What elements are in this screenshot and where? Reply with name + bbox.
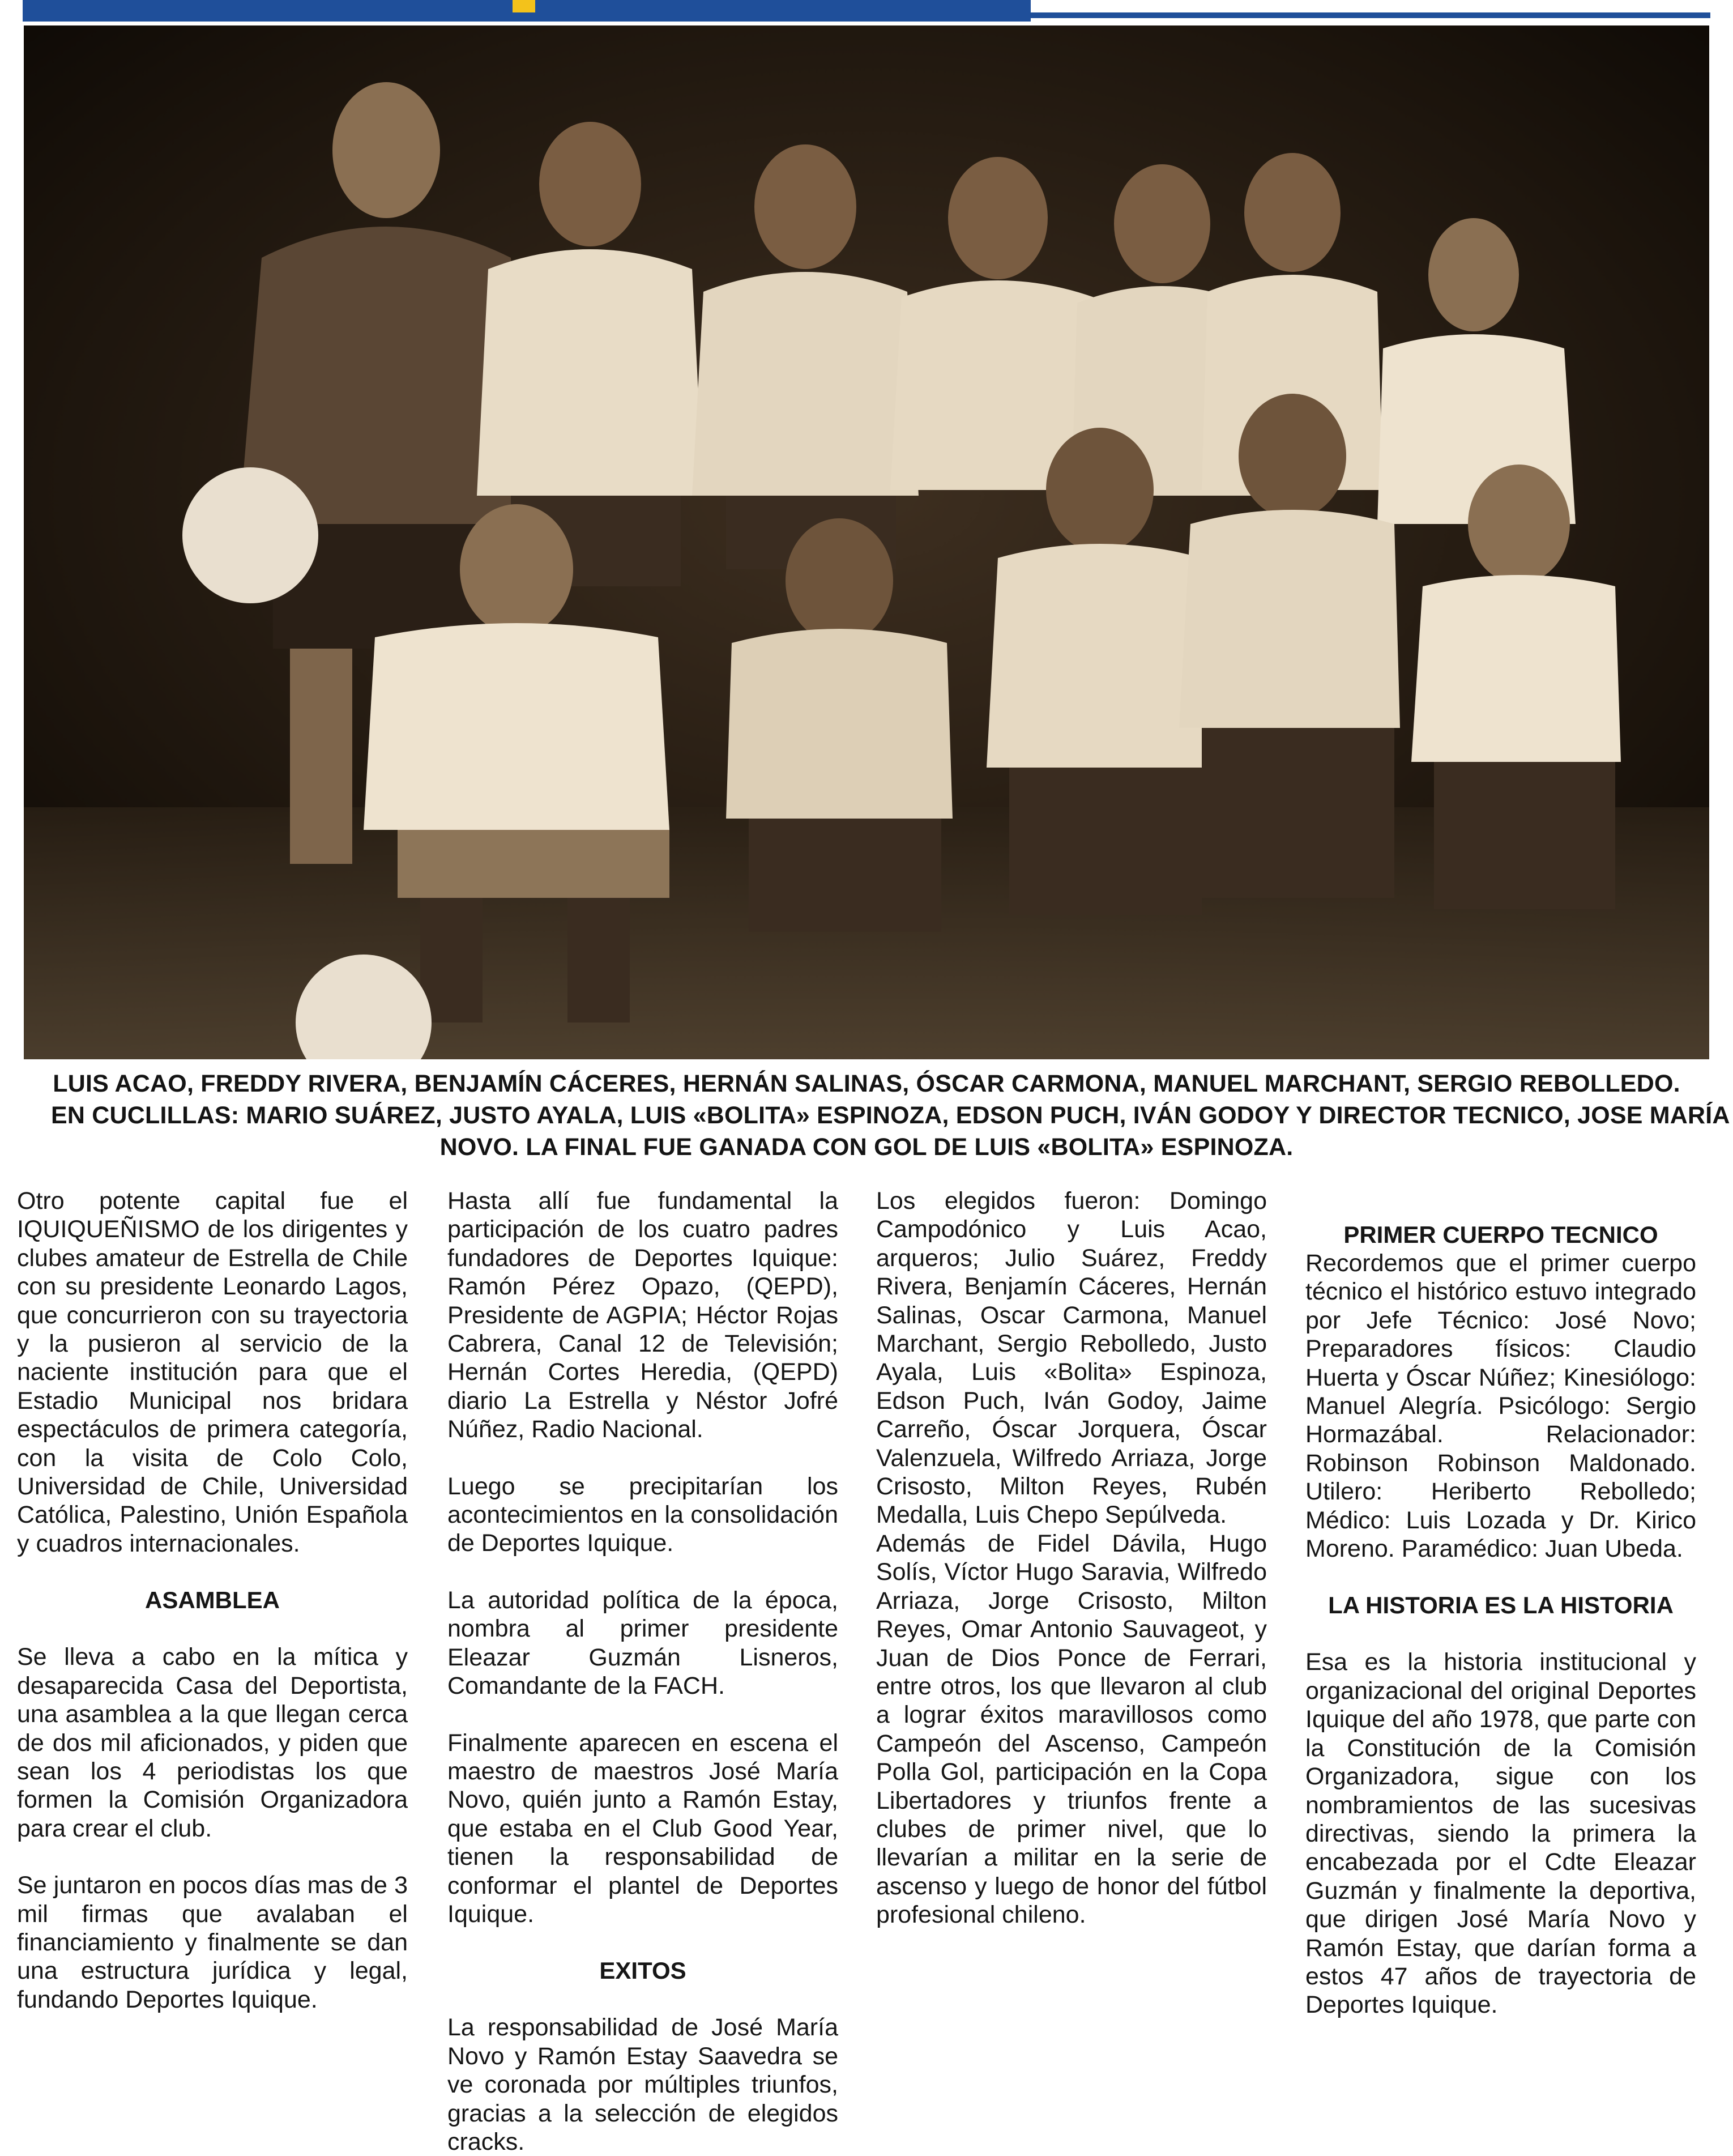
banner-rule [1031, 12, 1710, 18]
article-column-3 [876, 1187, 1267, 1929]
paragraph: Hasta allí fue fundamental la participación de los cuatro padres fundadores de Deportes Iquique: Ramón Pérez Opazo, (QEPD), Presidente de AGPIA; Héctor Rojas Cabrera, Canal 12 de Televisión; Hernán Cortes Heredia, (QEPD) diario La Estrella y Néstor Jofré Núñez, Radio Nacional. [447, 1187, 838, 1443]
section-heading-exitos: EXITOS [599, 1957, 686, 1984]
caption-line-1: LUIS ACAO, FREDDY RIVERA, BENJAMÍN CÁCERES, HERNÁN SALINAS, ÓSCAR CARMONA, MANUEL MARCHANT, SERGIO REBOLLEDO. [53, 1070, 1680, 1097]
paragraph: Esa es la historia institucional y organizacional del original Deportes Iquique del año 1978, que parte con la Constitución de la Comisión Organizadora, sigue con los nombramientos de las sucesivas directivas, siendo la primera la encabezada por el Cdte Eleazar Guzmán y finalmente la deportiva, que dirigen José María Novo y Ramón Estay, que darían forma a estos 47 años de trayectoria de Deportes Iquique. [1305, 1648, 1696, 2019]
paragraph: Recordemos que el primer cuerpo técnico el histórico estuvo integrado por Jefe Técnico: José Novo; Preparadores físicos: Claudio Huerta y Óscar Núñez; Kinesiólogo: Manuel Alegría. Psicólogo: Sergio Hormazábal. Relacionador: Robinson Robinson Maldonado. Utilero: Heriberto Rebolledo; Médico: Luis Lozada y Dr. Kirico Moreno. Paramédico: Juan Ubeda. [1305, 1250, 1696, 1563]
section-heading-asamblea: ASAMBLEA [145, 1587, 280, 1614]
article-column-2 [447, 1187, 838, 2156]
paragraph: Otro potente capital fue el IQUIQUEÑISMO de los dirigentes y clubes amateur de Estrella de Chile con su presidente Leonardo Lagos, que concurrieron con su trayectoria y la pusieron al servicio de la naciente institución para que el Estadio Municipal nos bridara espectáculos de primera categoría, con la visita de Colo Colo, Universidad de Chile, Universidad Católica, Palestino, Unión Española y cuadros internacionales. [17, 1187, 408, 1557]
banner-yellow-accent [513, 0, 535, 12]
team-photo-illustration [24, 25, 1709, 1059]
paragraph: Los elegidos fueron: Domingo Campodónico y Luis Acao, arqueros; Julio Suárez, Freddy Rivera, Benjamín Cáceres, Hernán Salinas, Oscar Carmona, Manuel Marchant, Sergio Rebolledo, Justo Ayala, Luis «Bolita» Espinoza, Edson Puch, Iván Godoy, Jaime Carreño, Óscar Jorquera, Óscar Valenzuela, Wilfredo Arriaza, Jorge Crisosto, Milton Reyes, Rubén Medalla, Luis Chepo Sepúlveda. [876, 1187, 1267, 1529]
paragraph: Además de Fidel Dávila, Hugo Solís, Víctor Hugo Saravia, Wilfredo Arriaza, Jorge Crisosto, Milton Reyes, Omar Antonio Sauvageot, y Juan de Dios Ponce de Ferrari, entre otros, los que llevaron al club a lograr éxitos maravillosos como Campeón del Ascenso, Campeón Polla Gol, participación en la Copa Libertadores y triunfos frente a clubes de primer nivel, que lo llevarían a militar en la serie de ascenso y luego de honor del fútbol profesional chileno. [876, 1529, 1267, 1929]
paragraph: Se juntaron en pocos días mas de 3 mil firmas que avalaban el financiamiento y finalmente se dan una estructura jurídica y legal, fundando Deportes Iquique. [17, 1872, 408, 2013]
paragraph: Finalmente aparecen en escena el maestro de maestros José María Novo, quién junto a Ramón Estay, que estaba en el Club Good Year, tienen la responsabilidad de conformar el plantel de Deportes Iquique. [447, 1729, 838, 1928]
team-photo [24, 25, 1709, 1059]
article-column-1 [17, 1187, 408, 2014]
caption-line-2: EN CUCLILLAS: MARIO SUÁREZ, JUSTO AYALA, LUIS «BOLITA» ESPINOZA, EDSON PUCH, IVÁN GODOY Y DIRECTOR TECNICO, JOSE MARÍA [51, 1102, 1730, 1129]
section-heading-historia: LA HISTORIA ES LA HISTORIA [1328, 1592, 1674, 1619]
paragraph: La responsabilidad de José María Novo y Ramón Estay Saavedra se ve coronada por múltiples triunfos, gracias a la selección de elegidos cracks. [447, 2014, 838, 2155]
paragraph: La autoridad política de la época, nombra al primer presidente Eleazar Guzmán Lisneros, Comandante de la FACH. [447, 1586, 838, 1700]
paragraph: Se lleva a cabo en la mítica y desaparecida Casa del Deportista, una asamblea a la que llegan cerca de dos mil aficionados, y piden que sean los 4 periodistas los que formen la Comisión Organizadora para crear el club. [17, 1643, 408, 1842]
caption-line-3: NOVO. LA FINAL FUE GANADA CON GOL DE LUIS «BOLITA» ESPINOZA. [439, 1134, 1294, 1161]
football-1 [182, 467, 318, 603]
paragraph: Luego se precipitarían los acontecimientos en la consolidación de Deportes Iquique. [447, 1472, 838, 1557]
photo-caption [51, 1068, 1730, 1163]
section-heading-cuerpo-tecnico: PRIMER CUERPO TECNICO [1343, 1221, 1658, 1248]
article-column-4 [1305, 1187, 1696, 2019]
